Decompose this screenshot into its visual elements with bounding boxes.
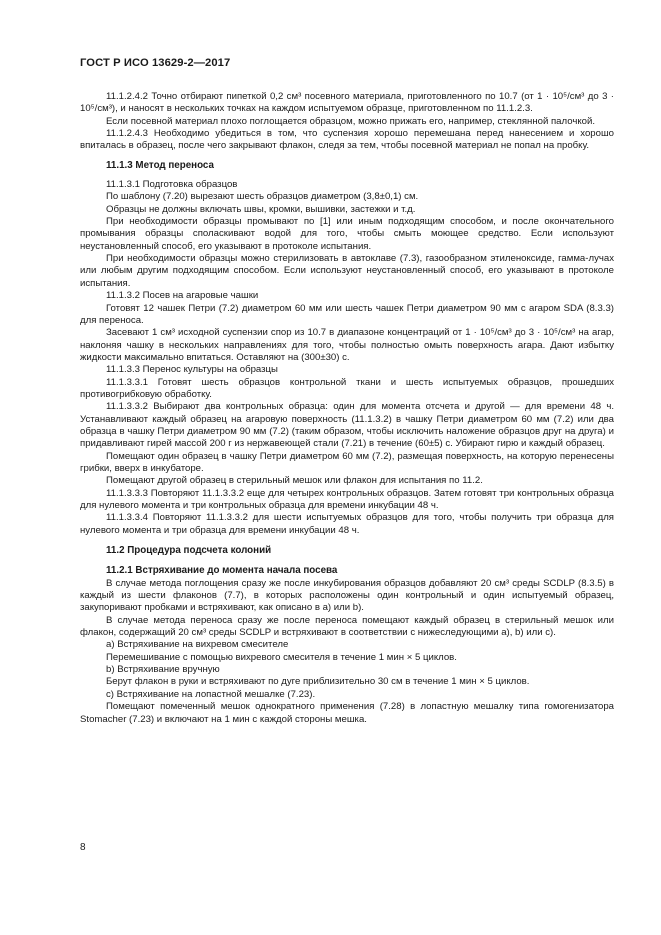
paragraph: Помещают другой образец в стерильный мешок или флакон для испытания по 11.2. [106, 475, 483, 487]
section-heading: 11.2 Процедура подсчета колоний [106, 545, 272, 557]
paragraph: 11.1.3.1 Подготовка образцов [106, 179, 238, 191]
paragraph: 11.1.3.3.3 Повторяют 11.1.3.3.2 еще для четырех контрольных образцов. Затем готовят три контрольных образца для нулевого момента и три контрольных образца для времени инкубации 48 ч. [80, 487, 614, 511]
paragraph: В случае метода поглощения сразу же после инкубирования образцов добавляют 20 см³ среды SCDLP (8.3.5) в каждый из шести флаконов (7.7), в которых расположены один контрольный и один испытуемый образец, закупоривают пробками и встряхивают, как описано в а) или b). [80, 577, 614, 614]
document-body [80, 91, 614, 726]
list-item: a) Встряхивание на вихревом смесителе [106, 639, 289, 651]
paragraph: По шаблону (7.20) вырезают шесть образцов диаметром (3,8±0,1) см. [106, 191, 419, 203]
paragraph: В случае метода переноса сразу же после переноса помещают каждый образец в стерильный мешок или флакон, содержащий 20 см³ среды SCDLP и встряхивают в соответствии с нижеследующими a), b) или c). [80, 614, 614, 639]
page-header-standard-id: ГОСТ Р ИСО 13629-2—2017 [80, 57, 231, 69]
list-item: b) Встряхивание вручную [106, 664, 220, 676]
paragraph: 11.1.3.3.1 Готовят шесть образцов контрольной ткани и шесть испытуемых образцов, прошедших противогрибковую обработку. [80, 376, 614, 400]
paragraph: 11.1.2.4.2 Точно отбирают пипеткой 0,2 см³ посевного материала, приготовленного по 10.7 (от 1 · 10⁵/см³ до 3 · 10⁵/см³), и наносят в нескольких точках на каждом испытуемом образце, приготовленном по 11.1.2.3. [80, 91, 614, 115]
paragraph: При необходимости образцы промывают по [1] или иным подходящим способом, и после окончательного промывания образцы споласкивают водой для того, чтобы смыть моющее средство. Если используют неустановленный способ, его указывают в протоколе испытания. [80, 216, 614, 252]
paragraph: Готовят 12 чашек Петри (7.2) диаметром 60 мм или шесть чашек Петри диаметром 90 мм с агаром SDA (8.3.3) для переноса. [80, 302, 614, 326]
subsection-heading: 11.2.1 Встряхивание до момента начала посева [106, 565, 338, 577]
paragraph: 11.1.3.3.2 Выбирают два контрольных образца: один для момента отсчета и другой — для времени 48 ч. Устанавливают каждый образец на агаровую поверхность (11.1.3.2) в чашку Петри диаметром 60 мм (7.2) или два образца в чашку Петри диаметром 90 мм (7.2) (таким образом, чтобы исключить наложение образцов друг на друга) и придавливают гирей массой 200 г из нержавеющей стали (7.21) в течение (60±5) с. Убирают гирю и каждый образец. [80, 401, 614, 450]
paragraph: Берут флакон в руки и встряхивают по дуге приблизительно 30 см в течение 1 мин × 5 циклов. [106, 676, 530, 688]
paragraph: 11.1.2.4.3 Необходимо убедиться в том, что суспензия хорошо перемешана перед нанесением и хорошо впиталась в образец, после чего закрывают флакон, следя за тем, чтобы посевной материал не попал на пробку. [80, 128, 614, 152]
paragraph: Помещают помеченный мешок однократного применения (7.28) в лопастную мешалку типа гомогенизатора Stomacher (7.23) и включают на 1 мин с каждой стороны мешка. [80, 701, 614, 725]
paragraph: 11.1.3.2 Посев на агаровые чашки [106, 290, 259, 302]
paragraph: 11.1.3.3.4 Повторяют 11.1.3.3.2 для шести испытуемых образцов для того, чтобы получить три образца для нулевого момента и три образца для времени инкубации 48 ч. [80, 512, 614, 536]
paragraph: Если посевной материал плохо поглощается образцом, можно прижать его, например, стеклянной палочкой. [106, 115, 596, 127]
paragraph: Помещают один образец в чашку Петри диаметром 60 мм (7.2), размещая поверхность, на которую перенесены грибки, вверх в инкубаторе. [80, 450, 614, 474]
paragraph: Перемешивание с помощью вихревого смесителя в течение 1 мин × 5 циклов. [106, 651, 457, 663]
page-number: 8 [80, 842, 86, 853]
paragraph: 11.1.3.3 Перенос культуры на образцы [106, 364, 278, 376]
paragraph: Засевают 1 см³ исходной суспензии спор из 10.7 в диапазоне концентраций от 1 · 10⁵/см³ до 3 · 10⁵/см³ на агар, наклоняя чашку в нескольких направлениях для того, чтобы полностью омыть поверхность агара. Дают избытку жидкости максимально впитаться. Оставляют на (300±30) с. [80, 327, 614, 363]
section-heading: 11.1.3 Метод переноса [106, 159, 214, 171]
paragraph: Образцы не должны включать швы, кромки, вышивки, застежки и т.д. [106, 203, 416, 215]
paragraph: При необходимости образцы можно стерилизовать в автоклаве (7.3), газообразном этиленоксиде, гамма-лучах или любым другим подходящим способом. Если используют неустановленный способ, его указывают в протоколе испытания. [80, 253, 614, 289]
list-item: c) Встряхивание на лопастной мешалке (7.23). [106, 688, 316, 700]
